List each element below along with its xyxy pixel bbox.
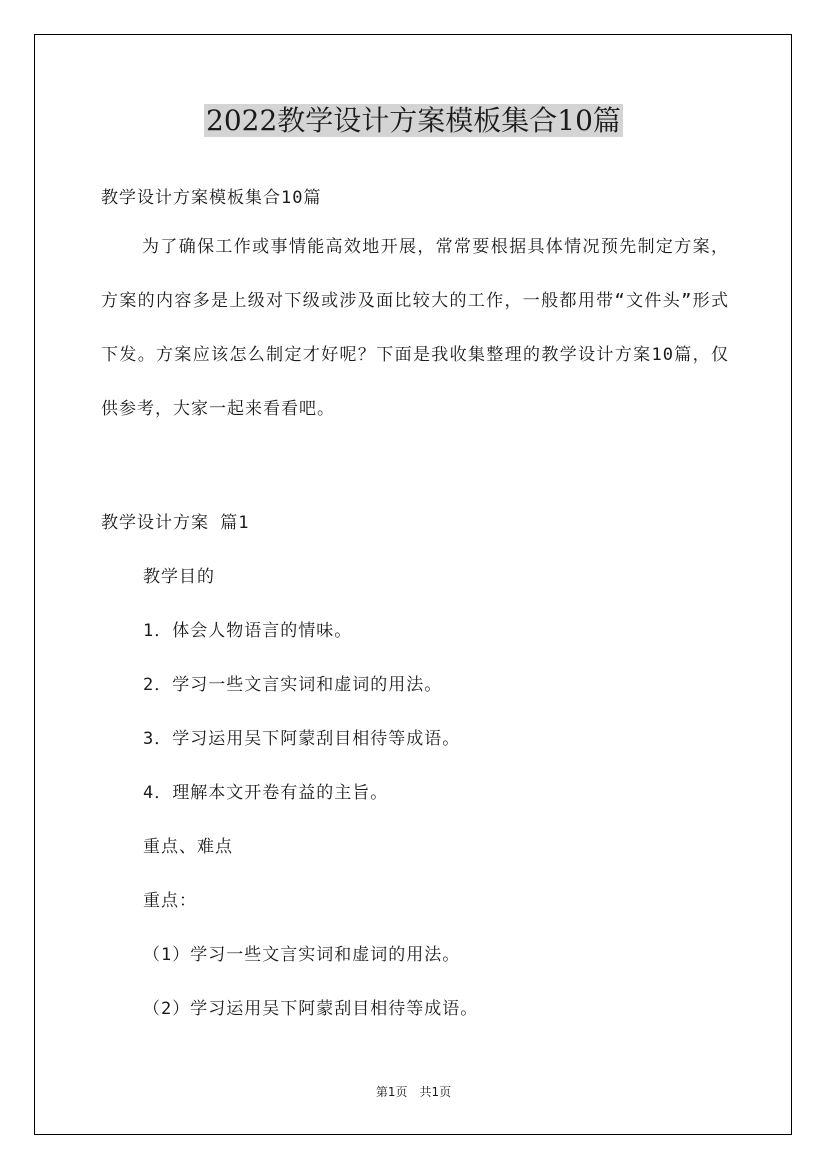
goal-heading: 教学目的 xyxy=(143,567,215,587)
document-title: 2022教学设计方案模板集合10篇 xyxy=(206,104,621,137)
key-item: （1）学习一些文言实词和虚词的用法。 xyxy=(143,945,461,965)
key-label: 重点： xyxy=(143,891,197,911)
page-footer: 第1页 共1页 xyxy=(375,1085,452,1099)
key-item: （2）学习运用吴下阿蒙刮目相待等成语。 xyxy=(143,999,479,1019)
document-title-wrapper xyxy=(0,100,827,142)
intro-paragraph: 为了确保工作或事情能高效地开展，常常要根据具体情况预先制定方案，方案的内容多是上级对下级或涉及面比较大的工作，一般都用带“文件头”形式下发。方案应该怎么制定才好呢？下面是我收集整理的教学设计方案10篇，仅供参考，大家一起来看看吧。 xyxy=(101,237,729,419)
goal-item: 1．体会人物语言的情味。 xyxy=(143,621,353,641)
goal-item: 2．学习一些文言实词和虚词的用法。 xyxy=(143,675,443,695)
section-heading: 教学设计方案 篇1 xyxy=(101,513,250,533)
goal-item: 3．学习运用吴下阿蒙刮目相待等成语。 xyxy=(143,729,461,749)
document-subtitle: 教学设计方案模板集合10篇 xyxy=(101,188,322,208)
goal-item: 4．理解本文开卷有益的主旨。 xyxy=(143,783,389,803)
key-heading: 重点、难点 xyxy=(143,837,233,857)
